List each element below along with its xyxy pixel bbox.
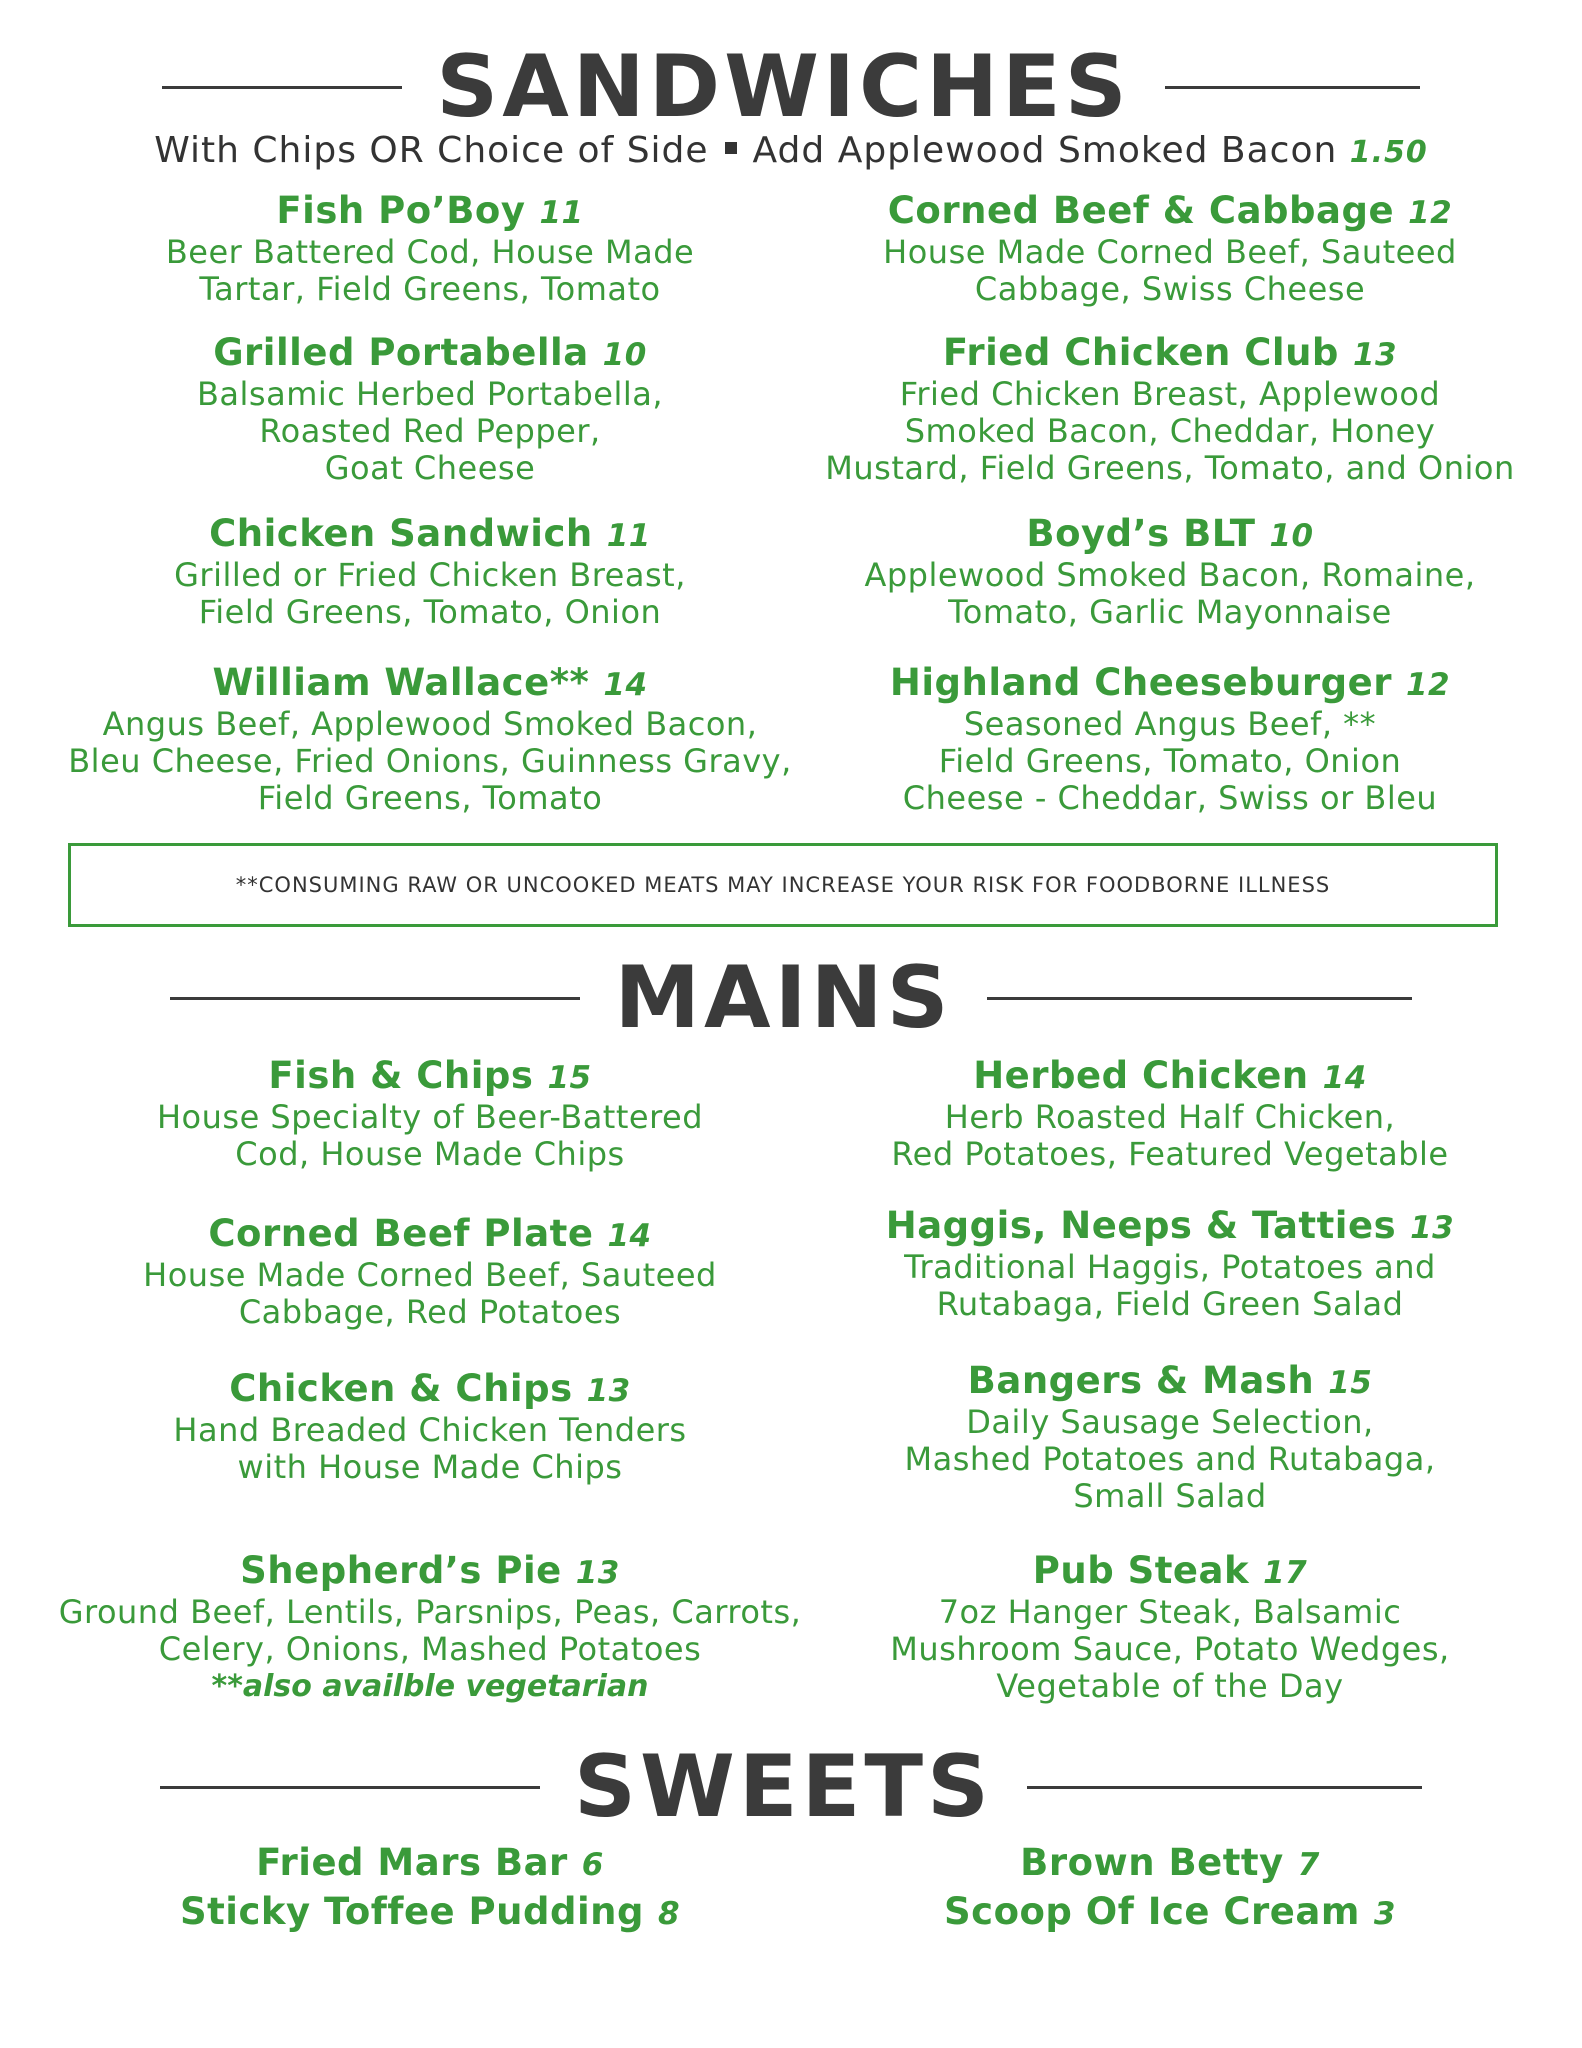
heading-rule-left	[170, 997, 580, 1000]
item-price: 14	[607, 1218, 652, 1254]
item-description	[780, 1099, 1560, 1173]
desc-line: Goat Cheese	[324, 449, 536, 487]
desc-line: Daily Sausage Selection,	[966, 1403, 1374, 1441]
item-name: Sticky Toffee Pudding	[179, 1890, 644, 1933]
desc-line: Cabbage, Red Potatoes	[238, 1293, 622, 1331]
item-description	[40, 376, 820, 487]
item-price: 3	[1373, 1896, 1396, 1932]
item-price: 6	[581, 1847, 604, 1883]
item-description	[40, 557, 820, 631]
item-name: Fish & Chips	[268, 1054, 534, 1097]
sweets-title: SWEETS	[574, 1737, 993, 1837]
item-description	[780, 234, 1560, 308]
item-name: Fish Po’Boy	[276, 189, 526, 232]
item-name: Chicken Sandwich	[209, 512, 593, 555]
item-name: Brown Betty	[1020, 1841, 1284, 1884]
desc-line: Seasoned Angus Beef, **	[963, 705, 1377, 743]
desc-line: Angus Beef, Applewood Smoked Bacon,	[102, 705, 758, 743]
item-price: 13	[1352, 337, 1398, 373]
desc-line: Cheese - Cheddar, Swiss or Bleu	[902, 779, 1438, 817]
menu-item	[40, 1891, 820, 1935]
item-price: 10	[1269, 518, 1314, 554]
item-name: Corned Beef & Cabbage	[887, 189, 1395, 232]
item-description	[780, 557, 1560, 631]
subtitle-bacon: Add Applewood Smoked Bacon	[752, 130, 1338, 171]
item-price: 12	[1405, 667, 1451, 703]
item-description	[780, 1404, 1560, 1515]
menu-item	[780, 1055, 1560, 1173]
desc-line: Smoked Bacon, Cheddar, Honey	[904, 412, 1436, 450]
menu-item	[780, 1205, 1560, 1323]
menu-item	[40, 190, 820, 308]
desc-line: Field Greens, Tomato, Onion	[198, 593, 662, 631]
desc-line: Grilled or Fried Chicken Breast,	[174, 556, 686, 594]
menu-item	[780, 1842, 1560, 1886]
desc-line: Field Greens, Tomato, Onion	[938, 742, 1402, 780]
menu-item	[780, 1550, 1560, 1705]
item-name: Highland Cheeseburger	[889, 661, 1392, 704]
item-name: Shepherd’s Pie	[240, 1549, 562, 1592]
heading-rule-right	[1165, 86, 1420, 89]
desc-line: Mushroom Sauce, Potato Wedges,	[890, 1630, 1450, 1668]
desc-line: Small Salad	[1073, 1477, 1267, 1515]
desc-line: Rutabaga, Field Green Salad	[936, 1285, 1404, 1323]
item-price: 11	[606, 518, 651, 554]
menu-item	[780, 1360, 1560, 1515]
menu-item	[780, 332, 1560, 487]
desc-line: Cabbage, Swiss Cheese	[974, 270, 1366, 308]
desc-line: Celery, Onions, Mashed Potatoes	[158, 1630, 702, 1668]
bullet-separator	[725, 142, 737, 154]
subtitle-sides: With Chips OR Choice of Side	[154, 130, 709, 171]
item-price: 13	[575, 1555, 620, 1591]
item-description	[40, 1594, 820, 1668]
item-name: Grilled Portabella	[213, 331, 589, 374]
desc-line: House Made Corned Beef, Sauteed	[143, 1256, 717, 1294]
item-description	[780, 376, 1560, 487]
desc-line: Applewood Smoked Bacon, Romaine,	[864, 556, 1476, 594]
desc-line: House Specialty of Beer-Battered	[156, 1098, 704, 1136]
item-price: 13	[586, 1373, 631, 1409]
desc-line: Tomato, Garlic Mayonnaise	[948, 593, 1392, 631]
desc-line: Beer Battered Cod, House Made	[165, 233, 695, 271]
item-name: Chicken & Chips	[229, 1367, 573, 1410]
item-name: Corned Beef Plate	[208, 1212, 594, 1255]
desc-line: Vegetable of the Day	[996, 1667, 1344, 1705]
desc-line: Mashed Potatoes and Rutabaga,	[904, 1440, 1436, 1478]
menu-item	[780, 662, 1560, 817]
item-name: Pub Steak	[1032, 1549, 1250, 1592]
item-name: Haggis, Neeps & Tatties	[885, 1204, 1397, 1247]
item-description	[40, 1099, 820, 1173]
item-price: 11	[539, 195, 584, 231]
item-name: Herbed Chicken	[973, 1054, 1309, 1097]
subtitle-bacon-price: 1.50	[1349, 135, 1428, 170]
desc-line: with House Made Chips	[237, 1448, 623, 1486]
item-price: 14	[1322, 1060, 1367, 1096]
menu-item	[40, 662, 820, 817]
food-safety-warning-box	[68, 843, 1498, 927]
desc-line: Red Potatoes, Featured Vegetable	[891, 1135, 1449, 1173]
item-price: 15	[1328, 1365, 1373, 1401]
menu-item	[780, 513, 1560, 631]
item-name: Boyd’s BLT	[1026, 512, 1256, 555]
mains-title: MAINS	[614, 948, 953, 1048]
food-safety-warning: **CONSUMING RAW OR UNCOOKED MEATS MAY INCREASE YOUR RISK FOR FOODBORNE ILLNESS	[235, 873, 1331, 897]
heading-rule-right	[987, 997, 1412, 1000]
item-price: 15	[547, 1060, 592, 1096]
item-name: William Wallace**	[212, 661, 590, 704]
menu-item	[40, 1842, 820, 1886]
heading-rule-left	[160, 1786, 540, 1789]
heading-rule-left	[162, 86, 402, 89]
sandwiches-title: SANDWICHES	[436, 37, 1131, 137]
item-description	[40, 234, 820, 308]
item-description	[40, 706, 820, 817]
desc-line: Cod, House Made Chips	[235, 1135, 625, 1173]
item-description	[780, 1594, 1560, 1705]
item-description	[40, 1257, 820, 1331]
item-description	[780, 1249, 1560, 1323]
desc-line: Bleu Cheese, Fried Onions, Guinness Gravy,	[68, 742, 792, 780]
item-price: 8	[657, 1896, 681, 1932]
item-name: Scoop Of Ice Cream	[944, 1890, 1360, 1933]
menu-item	[780, 1891, 1560, 1935]
menu-item	[40, 1550, 820, 1705]
desc-line: House Made Corned Beef, Sauteed	[883, 233, 1457, 271]
item-name: Bangers & Mash	[967, 1359, 1315, 1402]
desc-line: Roasted Red Pepper,	[259, 412, 601, 450]
heading-rule-right	[1027, 1786, 1422, 1789]
item-description	[40, 1412, 820, 1486]
sandwiches-subtitle	[0, 130, 1582, 171]
menu-item	[780, 190, 1560, 308]
desc-line: Herb Roasted Half Chicken,	[944, 1098, 1396, 1136]
menu-item	[40, 332, 820, 487]
desc-line: 7oz Hanger Steak, Balsamic	[938, 1593, 1402, 1631]
desc-line: Balsamic Herbed Portabella,	[196, 375, 664, 413]
desc-line: Ground Beef, Lentils, Parsnips, Peas, Carrots,	[58, 1593, 802, 1631]
item-name: Fried Chicken Club	[942, 331, 1339, 374]
item-price: 13	[1410, 1210, 1455, 1246]
item-description	[780, 706, 1560, 817]
item-price: 12	[1408, 195, 1453, 231]
desc-line: Field Greens, Tomato	[257, 779, 603, 817]
menu-item	[40, 1055, 820, 1173]
item-price: 10	[602, 337, 647, 373]
desc-line: Hand Breaded Chicken Tenders	[173, 1411, 687, 1449]
item-price: 14	[603, 667, 648, 703]
item-name: Fried Mars Bar	[256, 1841, 568, 1884]
item-price: 17	[1263, 1555, 1308, 1591]
desc-line: Tartar, Field Greens, Tomato	[199, 270, 661, 308]
desc-line: Fried Chicken Breast, Applewood	[899, 375, 1441, 413]
menu-item	[40, 1213, 820, 1331]
desc-line: Traditional Haggis, Potatoes and	[904, 1248, 1436, 1286]
mains-heading	[0, 948, 1582, 1048]
vegetarian-note: **also availble vegetarian	[211, 1669, 649, 1704]
item-price: 7	[1297, 1847, 1320, 1883]
menu-item	[40, 1368, 820, 1486]
menu-item	[40, 513, 820, 631]
sandwiches-heading	[0, 37, 1582, 137]
desc-line: Mustard, Field Greens, Tomato, and Onion	[825, 449, 1515, 487]
sweets-heading	[0, 1737, 1582, 1837]
